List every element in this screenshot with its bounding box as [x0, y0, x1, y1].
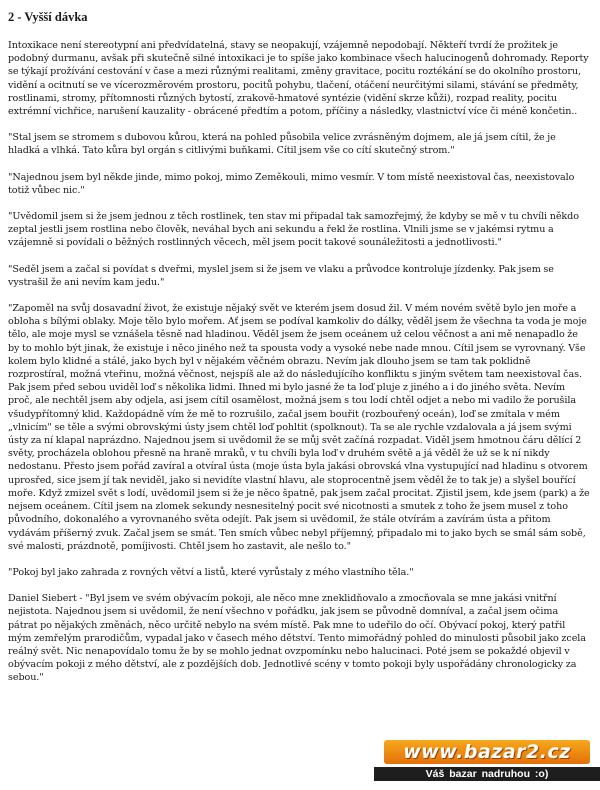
paragraph-quote-door: "Seděl jsem a začal si povídat s dveřmi, myslel jsem si že jsem ve vlaku a průvodce kontroluje jízdenky. Pak jsem se vystrašil že ani nevím kam jedu." [8, 263, 554, 288]
watermark-banner [374, 740, 600, 782]
watermark-tagline: Váš bazar nadruhou :o) [374, 767, 600, 781]
paragraph-siebert: Daniel Siebert - "Byl jsem ve svém obývacím pokoji, ale něco mne zneklidňovalo a zmocňovala se mne jakási vnitřní nejistota. Najednou jsem si uvědomil, že není všechno v pořádku, jak jsem se původně domníval, a začal jsem očima pátrat po nějakých změnách, něco určitě nebylo na svém místě. Pak mne to udeřilo do očí. Obývací pokoj, který patřil mým zemřelým prarodičům, vypadal jako v časech mého dětství. Tento mimořádný pohled do minulosti působil jako zcela reálný svět. Nic nenapovídalo tomu že by se mohlo jednat ovzpomínku nebo halucinaci. Poté jsem se pokaždé objevil v obývacím pokoji z mého dětství, ale z pozdějších dob. Jednotlivé scény v tomto pokoji byly uspořádány chronologicky za sebou." [8, 593, 586, 684]
paragraph-quote-plant: "Uvědomil jsem si že jsem jednou z těch rostlinek, ten stav mi připadal tak samozřejmý, že kdyby se mě v tu chvíli někdo zeptal jestli jsem rostlina nebo člověk, neváhal bych ani sekundu a řekl že rostlina. Vlnili jsme se v jakémsi rytmu a vzájemně si povídali o běžných rostlinných věcech, měl jsem pocit takové sounáležitosti a jednotlivosti." [8, 211, 579, 249]
watermark-url: www.bazar2.cz [384, 740, 590, 764]
paragraph-quote-garden: "Pokoj byl jako zahrada z rovných větví a listů, které vyrůstaly z mého vlastního těla." [8, 566, 414, 578]
paragraph-quote-tree: "Stal jsem se stromem s dubovou kůrou, která na pohled působila velice zvrásněným dojmem, ale já jsem cítil, že je hladká a vlhká. Tato kůra byl orgán s citlivými buňkami. Cítil jsem vše co cítí skutečný strom." [8, 132, 556, 157]
document-title: 2 - Vyšší dávka [8, 10, 88, 24]
paragraph-quote-ocean: "Zapoměl na svůj dosavadní život, že existuje nějaký svět ve kterém jsem dosud žil. V mém novém světě bylo jen moře a obloha s bílými oblaky. Moje tělo bylo mořem. Ať jsem se podíval kamkoliv do dálky, věděl jsem že všechna ta voda je moje tělo, ale moje mysl se vznášela těsně nad hladinou. Věděl jsem že jsem oceánem už celou věčnost a ani mě nenapadlo že by to mohlo být jinak, že existuje i něco jiného než ta spousta vody a vysoké nebe nade mnou. Cítil jsem se vyrovnaný. Vše kolem bylo klidné a stálé, jako bych byl v nějakém věčném obrazu. Nevím jak dlouho jsem se tam tak poklidně rozprostíral, možná vteřinu, možná věčnost, nejspíš ale až do následujícího konfliktu s jiným světem tam neexistoval čas. Pak jsem před sebou uviděl loď s několika lidmi. Ihned mi bylo jasné že ta loď pluje z jiného a i do jiného světa. Nevím proč, ale nechtěl jsem aby odjela, asi jsem cítil osamělost, možná jsem s tou lodí chtěl odjet a nebo mi vadilo že porušila všudypřítomný klid. Každopádně vím že mě to rozrušilo, začal jsem bouřit (rozbouřený oceán), loď se zmítala v mém „vlnicím" se těle a svými obrovskými ústy jsem chtěl loď pohltit (spolknout). Ta se ale rychle vzdalovala a já jsem svými ústy za ní klapal naprázdno. Najednou jsem si uvědomil že se můj svět začíná rozpadat. Viděl jsem hmotnou čáru dělící 2 světy, procházela oblohou přesně na hraně mraků, v tu chvíli byla loď v druhém světě a já věděl že už se k ní nikdy nedostanu. Přesto jsem pořád zavíral a otvíral ústa (moje ústa byla jakási obrovská vlna vystupující nad hladinu s otvorem uprosřed, sice jsem jí tak neviděl, jako si nevidíte vlastní hlavu, ale stoprocentně jsem věděl že to tak je) a slyšel bouřící moře. Když zmizel svět s lodí, uvědomil jsem si že je něco špatně, pak jsem začal procitat. Zjistil jsem, kde jsem (park) a že nejsem oceánem. Cítil jsem na zlomek sekundy nesnesitelný pocit své nicotnosti a smutek z toho že jsem musel z toho původního, dokonalého a vyrovnaného světa odejít. Pak jsem si uvědomil, že stále otvírám a zavírám ústa a přitom vydávám příšerný zvuk. Začal jsem se smát. Ten smích vůbec nebyl příjemný, připadalo mi to jako bych se smál sám sobě, své malosti, prázdnotě, pomíjivosti. Chtěl jsem ho zastavit, ale nešlo to." [8, 303, 590, 552]
document-page [8, 10, 590, 785]
paragraph-intro: Intoxikace není stereotypní ani předvídatelná, stavy se neopakují, vzájemně nepodobají. Někteří tvrdí že prožitek je podobný durmanu, avšak při skutečně silné intoxikaci je to spíše jako kombinace všech halucinogenů dohromady. Reporty se týkají prožívání cestování v čase a mezi různými realitami, změny gravitace, pocitu roztékání se do okolního prostoru, vidění a ocitnutí se ve vícerozměrovém prostoru, pocitů pohybu, tlačení, otáčení neurčitými silami, stávání se předměty, rostlinami, stromy, přítomnosti různých bytostí, zrakově-hmatové syntézie (vidění skrze kůži), rozpad reality, pocitu extrémní vichřice, narušení kauzality - obrácené předtím a potom, příčiny a následky, vlastnictví více či méně končetin.. [8, 40, 589, 118]
paragraph-quote-elsewhere: "Najednou jsem byl někde jinde, mimo pokoj, mimo Zeměkouli, mimo vesmír. V tom místě neexistoval čas, neexistovalo totiž vůbec nic." [8, 171, 575, 196]
